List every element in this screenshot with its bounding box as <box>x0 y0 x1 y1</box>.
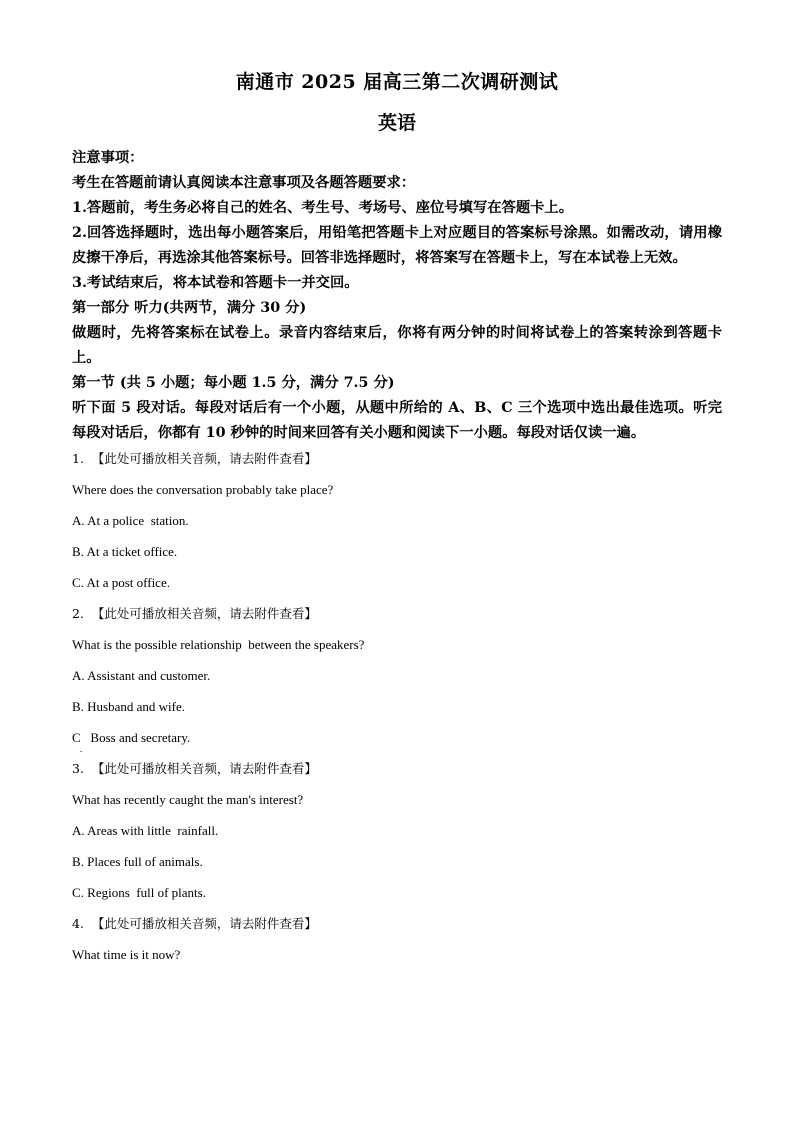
question-audio-note: 3. 【此处可播放相关音频，请去附件查看】 <box>72 761 317 776</box>
section-one-instructions: 听下面 5 段对话。每段对话后有一个小题，从题中所给的 A、B、C 三个选项中选出最佳选项。听完每段对话后，你都有 10 秒钟的时间来回答有关小题和阅读下一小题。每段对话仅读一遍。 <box>72 400 722 441</box>
question-4 <box>72 916 722 962</box>
option-c: C Boss and secretary. <box>72 730 191 745</box>
notice-item-1: 1.答题前，考生务必将自己的姓名、考生号、考场号、座位号填写在答题卡上。 <box>72 200 574 216</box>
option-a: A. At a police station. <box>72 513 189 528</box>
option-c: C. At a post office. <box>72 575 170 590</box>
question-2 <box>72 606 722 754</box>
question-1 <box>72 451 722 590</box>
option-b: B. At a ticket office. <box>72 544 178 559</box>
exam-page <box>72 68 722 978</box>
option-a: A. Assistant and customer. <box>72 668 211 683</box>
section-one-heading: 第一节 (共 5 小题；每小题 1.5 分，满分 7.5 分) <box>72 375 395 391</box>
exam-subject: 英语 <box>377 112 416 134</box>
question-audio-note: 4. 【此处可播放相关音频，请去附件查看】 <box>72 916 317 931</box>
notice-item-2: 2.回答选择题时，选出每小题答案后，用铅笔把答题卡上对应题目的答案标号涂黑。如需改动，请用橡皮擦干净后，再选涂其他答案标号。回答非选择题时，将答案写在答题卡上，写在本试卷上无效。 <box>72 225 722 266</box>
stray-dot: . <box>80 744 83 754</box>
notice-intro: 考生在答题前请认真阅读本注意事项及各题答题要求： <box>72 175 416 191</box>
instructions <box>72 146 722 446</box>
question-list <box>72 451 722 962</box>
notice-heading: 注意事项： <box>72 150 144 166</box>
part-one-instructions: 做题时，先将答案标在试卷上。录音内容结束后，你将有两分钟的时间将试卷上的答案转涂到答题卡上。 <box>72 325 722 366</box>
question-stem: Where does the conversation probably take place? <box>72 482 334 497</box>
part-one-heading: 第一部分 听力(共两节，满分 30 分) <box>72 300 307 316</box>
question-stem: What is the possible relationship between the speakers? <box>72 637 365 652</box>
question-stem: What time is it now? <box>72 947 181 962</box>
option-c: C. Regions full of plants. <box>72 885 206 900</box>
option-a: A. Areas with little rainfall. <box>72 823 219 838</box>
exam-title: 南通市 2025 届高三第二次调研测试 <box>235 71 559 93</box>
question-audio-note: 1. 【此处可播放相关音频，请去附件查看】 <box>72 451 317 466</box>
question-audio-note: 2. 【此处可播放相关音频，请去附件查看】 <box>72 606 317 621</box>
question-stem: What has recently caught the man's interest? <box>72 792 304 807</box>
option-b: B. Places full of animals. <box>72 854 203 869</box>
question-3 <box>72 761 722 900</box>
option-b: B. Husband and wife. <box>72 699 186 714</box>
notice-item-3: 3.考试结束后，将本试卷和答题卡一并交回。 <box>72 275 359 291</box>
